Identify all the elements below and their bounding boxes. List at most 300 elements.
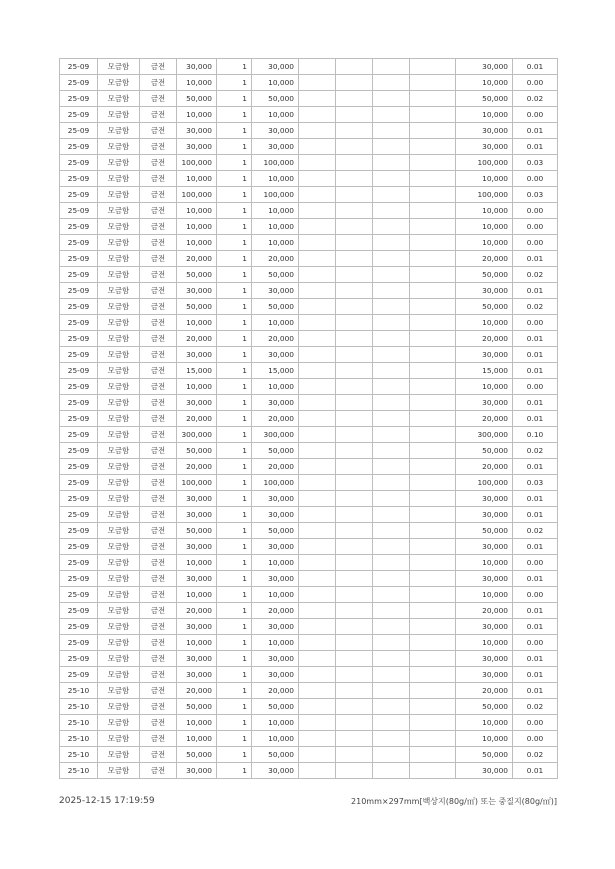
cell-month: 25-10: [60, 683, 98, 699]
cell-amount: 100,000: [177, 475, 217, 491]
cell-subtotal: 30,000: [252, 763, 299, 779]
cell-type: 금전: [140, 523, 177, 539]
cell-blank-1: [299, 731, 336, 747]
cell-blank-3: [373, 299, 410, 315]
cell-blank-3: [373, 267, 410, 283]
cell-blank-2: [336, 715, 373, 731]
cell-subtotal: 10,000: [252, 219, 299, 235]
cell-blank-3: [373, 571, 410, 587]
cell-blank-2: [336, 363, 373, 379]
cell-blank-3: [373, 475, 410, 491]
cell-blank-4: [410, 443, 456, 459]
table-row: [60, 75, 558, 91]
cell-blank-3: [373, 523, 410, 539]
cell-type: 금전: [140, 699, 177, 715]
cell-count: 1: [217, 219, 252, 235]
cell-blank-2: [336, 683, 373, 699]
table-row: [60, 187, 558, 203]
cell-total: 30,000: [456, 347, 513, 363]
cell-month: 25-09: [60, 187, 98, 203]
cell-blank-4: [410, 459, 456, 475]
cell-blank-3: [373, 683, 410, 699]
table-row: [60, 731, 558, 747]
cell-subtotal: 10,000: [252, 555, 299, 571]
cell-amount: 10,000: [177, 715, 217, 731]
cell-ratio: 0.01: [513, 363, 558, 379]
cell-ratio: 0.01: [513, 331, 558, 347]
cell-count: 1: [217, 203, 252, 219]
cell-source: 모금함: [98, 395, 140, 411]
cell-amount: 10,000: [177, 379, 217, 395]
cell-subtotal: 10,000: [252, 715, 299, 731]
cell-month: 25-09: [60, 347, 98, 363]
cell-month: 25-09: [60, 587, 98, 603]
cell-source: 모금함: [98, 155, 140, 171]
cell-subtotal: 20,000: [252, 331, 299, 347]
cell-subtotal: 50,000: [252, 299, 299, 315]
cell-type: 금전: [140, 331, 177, 347]
cell-blank-1: [299, 635, 336, 651]
cell-blank-1: [299, 139, 336, 155]
cell-blank-3: [373, 619, 410, 635]
cell-blank-3: [373, 411, 410, 427]
cell-blank-4: [410, 715, 456, 731]
cell-ratio: 0.01: [513, 507, 558, 523]
cell-ratio: 0.01: [513, 411, 558, 427]
cell-blank-2: [336, 747, 373, 763]
cell-count: 1: [217, 91, 252, 107]
cell-amount: 20,000: [177, 251, 217, 267]
cell-type: 금전: [140, 667, 177, 683]
cell-ratio: 0.01: [513, 683, 558, 699]
cell-month: 25-10: [60, 731, 98, 747]
cell-amount: 30,000: [177, 395, 217, 411]
cell-type: 금전: [140, 507, 177, 523]
cell-blank-4: [410, 427, 456, 443]
table-row: [60, 395, 558, 411]
cell-total: 50,000: [456, 699, 513, 715]
cell-amount: 15,000: [177, 363, 217, 379]
cell-total: 10,000: [456, 235, 513, 251]
cell-blank-3: [373, 539, 410, 555]
cell-type: 금전: [140, 475, 177, 491]
cell-type: 금전: [140, 763, 177, 779]
table-row: [60, 523, 558, 539]
cell-blank-1: [299, 667, 336, 683]
cell-ratio: 0.01: [513, 251, 558, 267]
cell-type: 금전: [140, 75, 177, 91]
cell-subtotal: 30,000: [252, 507, 299, 523]
table-row: [60, 715, 558, 731]
cell-type: 금전: [140, 219, 177, 235]
cell-count: 1: [217, 347, 252, 363]
cell-type: 금전: [140, 139, 177, 155]
paper-spec-note: 210mm×297mm[백상지(80g/㎡) 또는 중질지(80g/㎡)]: [351, 797, 557, 806]
cell-blank-3: [373, 379, 410, 395]
cell-ratio: 0.00: [513, 203, 558, 219]
cell-type: 금전: [140, 379, 177, 395]
cell-blank-1: [299, 507, 336, 523]
cell-type: 금전: [140, 539, 177, 555]
cell-count: 1: [217, 267, 252, 283]
cell-source: 모금함: [98, 379, 140, 395]
cell-ratio: 0.01: [513, 139, 558, 155]
cell-blank-2: [336, 619, 373, 635]
cell-blank-3: [373, 315, 410, 331]
cell-blank-4: [410, 331, 456, 347]
cell-blank-1: [299, 651, 336, 667]
cell-blank-1: [299, 235, 336, 251]
cell-blank-3: [373, 75, 410, 91]
cell-month: 25-09: [60, 315, 98, 331]
cell-blank-3: [373, 331, 410, 347]
table-row: [60, 427, 558, 443]
cell-blank-2: [336, 251, 373, 267]
cell-count: 1: [217, 603, 252, 619]
cell-blank-1: [299, 203, 336, 219]
cell-ratio: 0.01: [513, 491, 558, 507]
cell-total: 20,000: [456, 411, 513, 427]
cell-blank-2: [336, 395, 373, 411]
cell-ratio: 0.01: [513, 347, 558, 363]
cell-type: 금전: [140, 315, 177, 331]
cell-month: 25-09: [60, 395, 98, 411]
cell-blank-3: [373, 59, 410, 75]
table-row: [60, 379, 558, 395]
cell-blank-1: [299, 219, 336, 235]
cell-month: 25-10: [60, 763, 98, 779]
cell-ratio: 0.00: [513, 171, 558, 187]
table-row: [60, 619, 558, 635]
table-row: [60, 171, 558, 187]
cell-subtotal: 50,000: [252, 523, 299, 539]
cell-month: 25-09: [60, 139, 98, 155]
cell-ratio: 0.01: [513, 395, 558, 411]
table-row: [60, 555, 558, 571]
cell-total: 10,000: [456, 219, 513, 235]
cell-ratio: 0.00: [513, 715, 558, 731]
table-row: [60, 139, 558, 155]
cell-count: 1: [217, 331, 252, 347]
cell-total: 30,000: [456, 539, 513, 555]
cell-count: 1: [217, 731, 252, 747]
cell-type: 금전: [140, 267, 177, 283]
cell-amount: 30,000: [177, 283, 217, 299]
cell-blank-4: [410, 411, 456, 427]
cell-amount: 20,000: [177, 411, 217, 427]
cell-blank-4: [410, 491, 456, 507]
cell-total: 10,000: [456, 379, 513, 395]
cell-blank-3: [373, 587, 410, 603]
cell-blank-3: [373, 203, 410, 219]
donation-ledger-table: [59, 58, 558, 779]
cell-amount: 50,000: [177, 267, 217, 283]
cell-source: 모금함: [98, 491, 140, 507]
cell-blank-4: [410, 171, 456, 187]
cell-ratio: 0.02: [513, 267, 558, 283]
cell-blank-2: [336, 315, 373, 331]
cell-count: 1: [217, 459, 252, 475]
cell-total: 30,000: [456, 651, 513, 667]
cell-amount: 50,000: [177, 443, 217, 459]
cell-subtotal: 30,000: [252, 651, 299, 667]
cell-type: 금전: [140, 395, 177, 411]
cell-blank-1: [299, 699, 336, 715]
cell-subtotal: 30,000: [252, 139, 299, 155]
cell-subtotal: 30,000: [252, 491, 299, 507]
cell-ratio: 0.01: [513, 571, 558, 587]
cell-month: 25-09: [60, 491, 98, 507]
cell-count: 1: [217, 75, 252, 91]
cell-blank-2: [336, 235, 373, 251]
cell-blank-4: [410, 507, 456, 523]
cell-type: 금전: [140, 251, 177, 267]
table-row: [60, 667, 558, 683]
table-row: [60, 683, 558, 699]
cell-blank-1: [299, 187, 336, 203]
cell-total: 50,000: [456, 299, 513, 315]
table-row: [60, 123, 558, 139]
cell-ratio: 0.00: [513, 75, 558, 91]
cell-source: 모금함: [98, 603, 140, 619]
cell-amount: 30,000: [177, 491, 217, 507]
table-row: [60, 475, 558, 491]
table-row: [60, 203, 558, 219]
cell-total: 30,000: [456, 491, 513, 507]
cell-blank-4: [410, 587, 456, 603]
cell-blank-1: [299, 763, 336, 779]
cell-blank-3: [373, 123, 410, 139]
cell-amount: 30,000: [177, 123, 217, 139]
cell-blank-3: [373, 91, 410, 107]
cell-blank-1: [299, 379, 336, 395]
cell-month: 25-09: [60, 555, 98, 571]
cell-ratio: 0.00: [513, 635, 558, 651]
cell-total: 30,000: [456, 763, 513, 779]
cell-blank-1: [299, 395, 336, 411]
cell-source: 모금함: [98, 635, 140, 651]
cell-source: 모금함: [98, 251, 140, 267]
cell-blank-3: [373, 283, 410, 299]
cell-source: 모금함: [98, 331, 140, 347]
cell-total: 30,000: [456, 395, 513, 411]
cell-blank-1: [299, 155, 336, 171]
cell-blank-2: [336, 699, 373, 715]
cell-ratio: 0.00: [513, 587, 558, 603]
cell-source: 모금함: [98, 187, 140, 203]
cell-type: 금전: [140, 715, 177, 731]
cell-subtotal: 10,000: [252, 635, 299, 651]
cell-amount: 20,000: [177, 331, 217, 347]
cell-amount: 20,000: [177, 459, 217, 475]
cell-blank-3: [373, 107, 410, 123]
cell-blank-2: [336, 491, 373, 507]
table-row: [60, 491, 558, 507]
cell-month: 25-09: [60, 571, 98, 587]
cell-subtotal: 10,000: [252, 75, 299, 91]
cell-amount: 10,000: [177, 635, 217, 651]
cell-blank-3: [373, 747, 410, 763]
cell-total: 10,000: [456, 107, 513, 123]
cell-count: 1: [217, 619, 252, 635]
cell-count: 1: [217, 379, 252, 395]
cell-type: 금전: [140, 347, 177, 363]
cell-source: 모금함: [98, 619, 140, 635]
cell-source: 모금함: [98, 667, 140, 683]
cell-count: 1: [217, 107, 252, 123]
cell-count: 1: [217, 139, 252, 155]
cell-ratio: 0.02: [513, 747, 558, 763]
cell-subtotal: 30,000: [252, 347, 299, 363]
cell-blank-1: [299, 299, 336, 315]
cell-source: 모금함: [98, 427, 140, 443]
cell-amount: 30,000: [177, 347, 217, 363]
cell-source: 모금함: [98, 299, 140, 315]
cell-ratio: 0.02: [513, 699, 558, 715]
cell-blank-1: [299, 555, 336, 571]
cell-type: 금전: [140, 171, 177, 187]
cell-count: 1: [217, 171, 252, 187]
cell-blank-4: [410, 235, 456, 251]
cell-subtotal: 300,000: [252, 427, 299, 443]
cell-ratio: 0.01: [513, 763, 558, 779]
table-row: [60, 91, 558, 107]
cell-subtotal: 50,000: [252, 747, 299, 763]
cell-blank-4: [410, 603, 456, 619]
cell-ratio: 0.01: [513, 459, 558, 475]
cell-subtotal: 10,000: [252, 315, 299, 331]
cell-month: 25-09: [60, 267, 98, 283]
cell-blank-4: [410, 123, 456, 139]
cell-subtotal: 100,000: [252, 155, 299, 171]
cell-blank-2: [336, 155, 373, 171]
cell-month: 25-09: [60, 219, 98, 235]
cell-blank-4: [410, 363, 456, 379]
cell-blank-1: [299, 363, 336, 379]
cell-type: 금전: [140, 411, 177, 427]
cell-blank-4: [410, 107, 456, 123]
cell-blank-3: [373, 235, 410, 251]
cell-type: 금전: [140, 619, 177, 635]
cell-count: 1: [217, 283, 252, 299]
cell-month: 25-09: [60, 507, 98, 523]
cell-amount: 30,000: [177, 571, 217, 587]
cell-blank-1: [299, 171, 336, 187]
cell-subtotal: 50,000: [252, 91, 299, 107]
cell-month: 25-09: [60, 283, 98, 299]
cell-amount: 20,000: [177, 603, 217, 619]
table-row: [60, 539, 558, 555]
table-row: [60, 235, 558, 251]
cell-count: 1: [217, 235, 252, 251]
cell-ratio: 0.02: [513, 443, 558, 459]
cell-total: 30,000: [456, 283, 513, 299]
cell-blank-3: [373, 187, 410, 203]
cell-count: 1: [217, 635, 252, 651]
cell-count: 1: [217, 187, 252, 203]
cell-month: 25-09: [60, 443, 98, 459]
cell-type: 금전: [140, 235, 177, 251]
table-row: [60, 411, 558, 427]
cell-blank-3: [373, 347, 410, 363]
cell-count: 1: [217, 155, 252, 171]
cell-blank-1: [299, 427, 336, 443]
cell-blank-2: [336, 171, 373, 187]
cell-total: 10,000: [456, 203, 513, 219]
cell-count: 1: [217, 411, 252, 427]
cell-count: 1: [217, 651, 252, 667]
cell-total: 20,000: [456, 251, 513, 267]
cell-total: 50,000: [456, 91, 513, 107]
cell-blank-3: [373, 667, 410, 683]
cell-amount: 10,000: [177, 75, 217, 91]
cell-month: 25-09: [60, 475, 98, 491]
cell-source: 모금함: [98, 267, 140, 283]
cell-blank-2: [336, 379, 373, 395]
cell-blank-2: [336, 283, 373, 299]
cell-total: 100,000: [456, 155, 513, 171]
cell-type: 금전: [140, 123, 177, 139]
table-row: [60, 331, 558, 347]
cell-blank-2: [336, 731, 373, 747]
cell-subtotal: 20,000: [252, 459, 299, 475]
cell-blank-4: [410, 59, 456, 75]
cell-subtotal: 30,000: [252, 667, 299, 683]
cell-ratio: 0.01: [513, 651, 558, 667]
cell-subtotal: 15,000: [252, 363, 299, 379]
cell-month: 25-09: [60, 155, 98, 171]
cell-amount: 30,000: [177, 139, 217, 155]
cell-blank-4: [410, 747, 456, 763]
cell-blank-4: [410, 699, 456, 715]
cell-count: 1: [217, 427, 252, 443]
cell-amount: 20,000: [177, 683, 217, 699]
cell-total: 20,000: [456, 683, 513, 699]
cell-count: 1: [217, 587, 252, 603]
cell-total: 15,000: [456, 363, 513, 379]
cell-count: 1: [217, 571, 252, 587]
table-row: [60, 603, 558, 619]
cell-total: 10,000: [456, 635, 513, 651]
cell-type: 금전: [140, 603, 177, 619]
cell-month: 25-09: [60, 523, 98, 539]
cell-month: 25-09: [60, 299, 98, 315]
cell-total: 10,000: [456, 171, 513, 187]
cell-type: 금전: [140, 443, 177, 459]
cell-subtotal: 10,000: [252, 203, 299, 219]
cell-amount: 50,000: [177, 523, 217, 539]
cell-amount: 30,000: [177, 59, 217, 75]
cell-amount: 50,000: [177, 91, 217, 107]
cell-type: 금전: [140, 203, 177, 219]
cell-month: 25-09: [60, 667, 98, 683]
cell-source: 모금함: [98, 443, 140, 459]
cell-count: 1: [217, 299, 252, 315]
cell-type: 금전: [140, 283, 177, 299]
cell-blank-4: [410, 555, 456, 571]
cell-subtotal: 100,000: [252, 187, 299, 203]
cell-month: 25-09: [60, 635, 98, 651]
table-row: [60, 651, 558, 667]
cell-type: 금전: [140, 107, 177, 123]
cell-source: 모금함: [98, 363, 140, 379]
cell-blank-3: [373, 555, 410, 571]
cell-source: 모금함: [98, 715, 140, 731]
cell-source: 모금함: [98, 107, 140, 123]
cell-blank-2: [336, 59, 373, 75]
cell-amount: 30,000: [177, 507, 217, 523]
cell-blank-4: [410, 571, 456, 587]
